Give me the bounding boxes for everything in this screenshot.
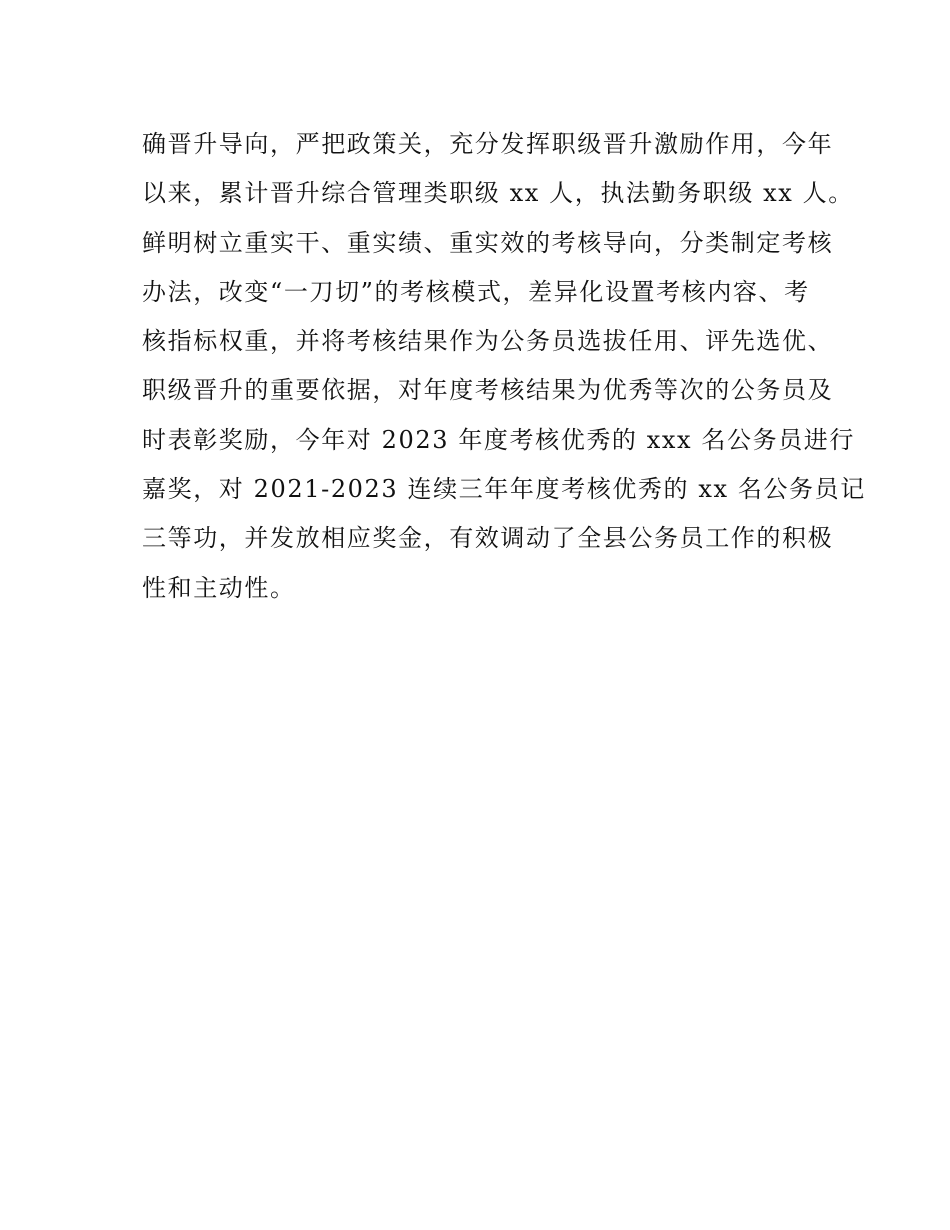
text-line: 三等功，并发放相应奖金，有效调动了全县公务员工作的积极 [142, 524, 834, 553]
text-line: 时表彰奖励，今年对 2023 年度考核优秀的 xxx 名公务员进行 [142, 425, 855, 454]
text-line: 性和主动性。 [142, 573, 296, 602]
text-line: 办法，改变“一刀切”的考核模式，差异化设置考核内容、考 [142, 277, 810, 306]
text-line: 鲜明树立重实干、重实绩、重实效的考核导向，分类制定考核 [142, 228, 834, 257]
text-line: 核指标权重，并将考核结果作为公务员选拔任用、评先选优、 [142, 327, 834, 356]
text-line: 职级晋升的重要依据，对年度考核结果为优秀等次的公务员及 [142, 376, 834, 405]
text-line: 确晋升导向，严把政策关，充分发挥职级晋升激励作用，今年 [142, 130, 834, 158]
text-line: 嘉奖，对 2021-2023 连续三年年度考核优秀的 xx 名公务员记 [142, 475, 866, 504]
text-line: 以来，累计晋升综合管理类职级 xx 人，执法勤务职级 xx 人。 [142, 179, 854, 208]
body-paragraph [142, 120, 866, 613]
